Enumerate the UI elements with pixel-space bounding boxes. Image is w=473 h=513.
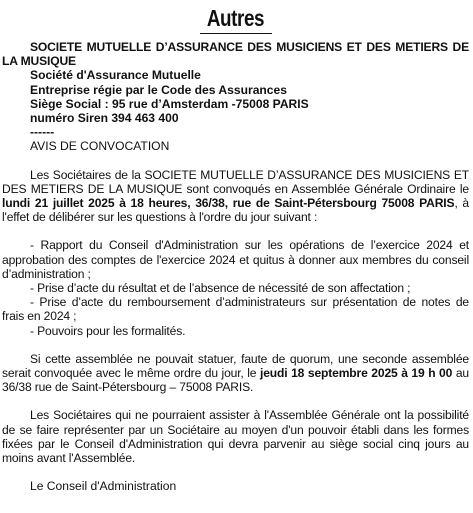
agenda-item: - Prise d’acte du résultat et de l’absence de nécessité de son affectation ;	[30, 281, 411, 296]
second-meeting-date: jeudi 18 septembre 2025 à 19 h 00	[260, 366, 453, 381]
second-assembly-paragraph	[2, 352, 469, 395]
agenda-item: - Pouvoirs pour les formalités.	[30, 323, 186, 338]
para2-text-end: au 36/38 rue de Saint-Pétersbourg – 75008 PARIS.	[2, 366, 469, 395]
agenda-item: - Prise d’acte du remboursement d’administrateurs sur présentation de notes de frais en 2024 ;	[2, 295, 469, 324]
title-underline	[200, 33, 272, 34]
notice-title: AVIS DE CONVOCATION	[30, 139, 170, 154]
header-separator: ------	[30, 125, 55, 140]
convocation-paragraph	[2, 168, 469, 225]
legal-notice	[2, 0, 469, 493]
section-title: Autres	[206, 5, 265, 31]
meeting-date: lundi 21 juillet 2025 à 18 heures, 36/38, rue de Saint-Pétersbourg 75008 PARIS	[2, 196, 455, 211]
company-type: Société d'Assurance Mutuelle	[30, 68, 201, 83]
proxy-paragraph: Les Sociétaires qui ne pourraient assister à l'Assemblée Générale ont la possibilité de se faire représenter par un Sociétaire au moyen d'un pouvoir établi dans les formes fixées par le Conseil d'Administration qui devra parvenir au siège social cinq jours au moins avant l'Assemblée.	[2, 408, 469, 466]
agenda-item: - Rapport du Conseil d'Administration sur les opérations de l’exercice 2024 et approbation des comptes de l'exercice 2024 et quitus à donner aux membres du conseil d’administration ;	[2, 238, 469, 281]
signature: Le Conseil d'Administration	[30, 479, 177, 494]
company-name: SOCIETE MUTUELLE D’ASSURANCE DES MUSICIENS ET DES METIERS DE LA MUSIQUE	[2, 40, 469, 69]
para2-text-start: Si cette assemblée ne pouvait statuer, faute de quorum, une seconde assemblée serait convoquée avec le même ordre du jour, le	[2, 351, 469, 381]
company-siren: numéro Siren 394 463 400	[30, 111, 179, 126]
para1-text-end: , à l'effet de délibérer sur les questions à l'ordre du jour suivant :	[2, 196, 469, 225]
company-regime: Entreprise régie par le Code des Assurances	[30, 82, 287, 97]
para1-text-start: Les Sociétaires de la SOCIETE MUTUELLE D’ASSURANCE DES MUSICIENS ET DES METIERS DE LA MUSIQUE sont convoqués en Assemblée Générale Ordinaire le	[2, 167, 469, 196]
company-siege: Siège Social : 95 rue d’Amsterdam -75008 PARIS	[30, 96, 309, 111]
agenda-list	[2, 238, 469, 337]
